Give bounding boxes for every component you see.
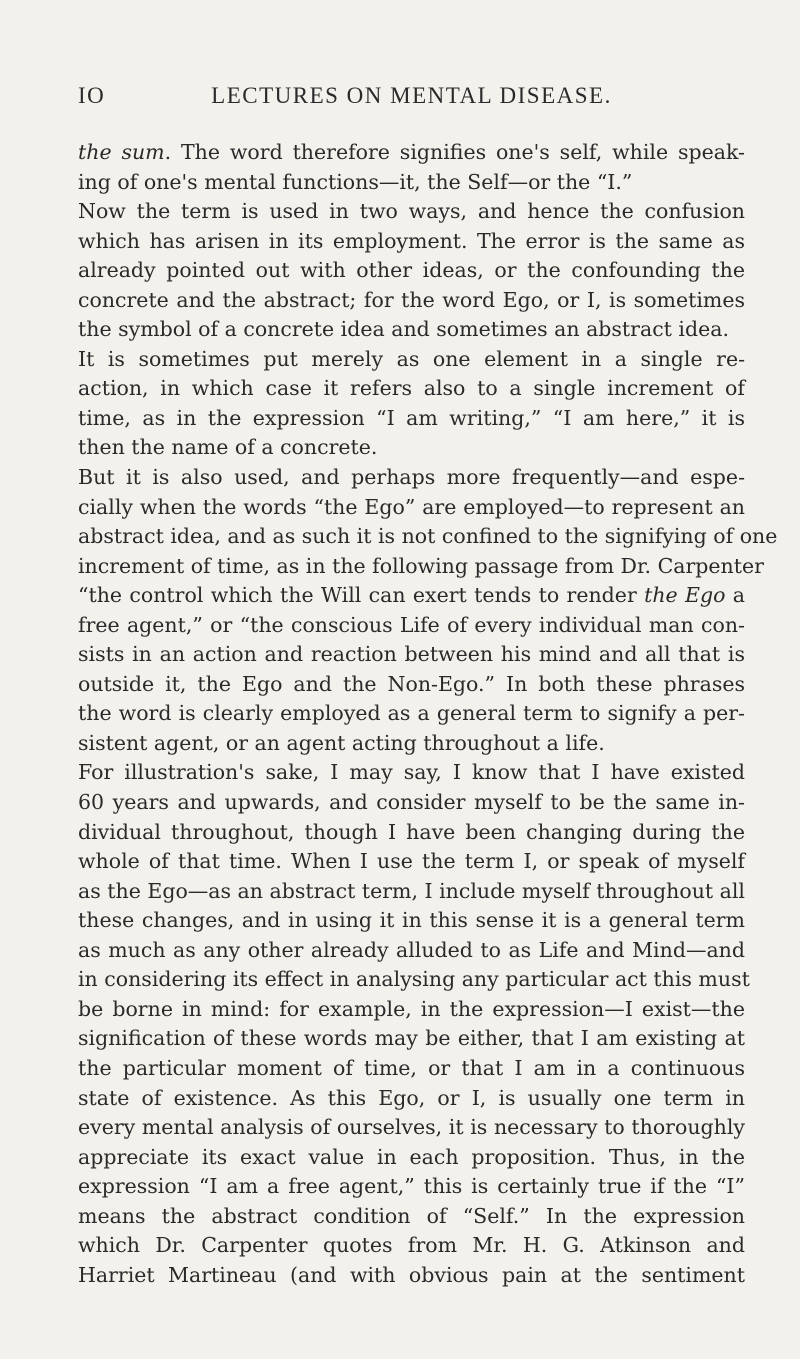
running-title: LECTURES ON MENTAL DISEASE. bbox=[211, 83, 612, 108]
text-line: Now the term is used in two ways, and hence the confusion bbox=[78, 199, 745, 224]
text-line: expression “I am a free agent,” this is certainly true if the “I” bbox=[78, 1174, 745, 1199]
text-line: whole of that time. When I use the term I, or speak of myself bbox=[78, 849, 745, 874]
text-line: action, in which case it refers also to a single increment of bbox=[78, 376, 745, 401]
text-line: dividual throughout, though I have been changing during the bbox=[78, 819, 745, 844]
text-line: as much as any other already alluded to as Life and Mind—and bbox=[78, 937, 745, 962]
text-line: sists in an action and reaction between his mind and all that is bbox=[78, 642, 745, 667]
text-line: which has arisen in its employment. The error is the same as bbox=[78, 228, 745, 253]
text-line: “the control which the Will can exert tends to render the Ego a bbox=[78, 583, 745, 608]
text-line: 60 years and upwards, and consider myself to be the same in- bbox=[78, 790, 745, 815]
text-line: as the Ego—as an abstract term, I include myself throughout all bbox=[78, 878, 745, 903]
text-line: which Dr. Carpenter quotes from Mr. H. G. Atkinson and bbox=[78, 1233, 745, 1258]
text-line: the symbol of a concrete idea and sometimes an abstract idea. bbox=[78, 317, 729, 342]
text-line: the particular moment of time, or that I am in a continuous bbox=[78, 1055, 745, 1080]
text-line: be borne in mind: for example, in the expression—I exist—the bbox=[78, 996, 745, 1021]
text-line: appreciate its exact value in each proposition. Thus, in the bbox=[78, 1144, 745, 1169]
text-line: already pointed out with other ideas, or the confounding the bbox=[78, 258, 745, 283]
text-line: Harriet Martineau (and with obvious pain at the sentiment bbox=[78, 1262, 745, 1287]
text-line: For illustration's sake, I may say, I know that I have existed bbox=[78, 760, 745, 785]
body-text bbox=[78, 138, 778, 1290]
page-header bbox=[78, 83, 745, 113]
text-line: state of existence. As this Ego, or I, is usually one term in bbox=[78, 1085, 745, 1110]
text-line: every mental analysis of ourselves, it is necessary to thoroughly bbox=[78, 1115, 745, 1140]
text-line: signification of these words may be either, that I am existing at bbox=[78, 1026, 745, 1051]
text-line: the sum. The word therefore signifies one's self, while speak- bbox=[78, 140, 745, 164]
text-line: time, as in the expression “I am writing,” “I am here,” it is bbox=[78, 405, 745, 430]
text-line: cially when the words “the Ego” are employed—to represent an bbox=[78, 494, 745, 519]
text-line: outside it, the Ego and the Non-Ego.” In both these phrases bbox=[78, 671, 745, 696]
text-line: concrete and the abstract; for the word Ego, or I, is sometimes bbox=[78, 287, 745, 312]
page-number: IO bbox=[78, 83, 106, 108]
text-line: abstract idea, and as such it is not confined to the signifying of one bbox=[78, 524, 778, 549]
text-line: means the abstract condition of “Self.” In the expression bbox=[78, 1203, 745, 1228]
text-line: in considering its effect in analysing any particular act this must bbox=[78, 967, 750, 992]
text-line: It is sometimes put merely as one element in a single re- bbox=[78, 346, 745, 371]
text-line: But it is also used, and perhaps more frequently—and espe- bbox=[78, 465, 745, 490]
text-line: free agent,” or “the conscious Life of every individual man con- bbox=[78, 612, 745, 637]
text-line: the word is clearly employed as a general term to signify a per- bbox=[78, 701, 745, 726]
text-line: ing of one's mental functions—it, the Self—or the “I.” bbox=[78, 169, 633, 194]
text-line: sistent agent, or an agent acting throughout a life. bbox=[78, 730, 605, 755]
text-line: these changes, and in using it in this sense it is a general term bbox=[78, 908, 745, 933]
text-line: then the name of a concrete. bbox=[78, 435, 378, 460]
text-line: increment of time, as in the following passage from Dr. Carpenter bbox=[78, 553, 764, 578]
